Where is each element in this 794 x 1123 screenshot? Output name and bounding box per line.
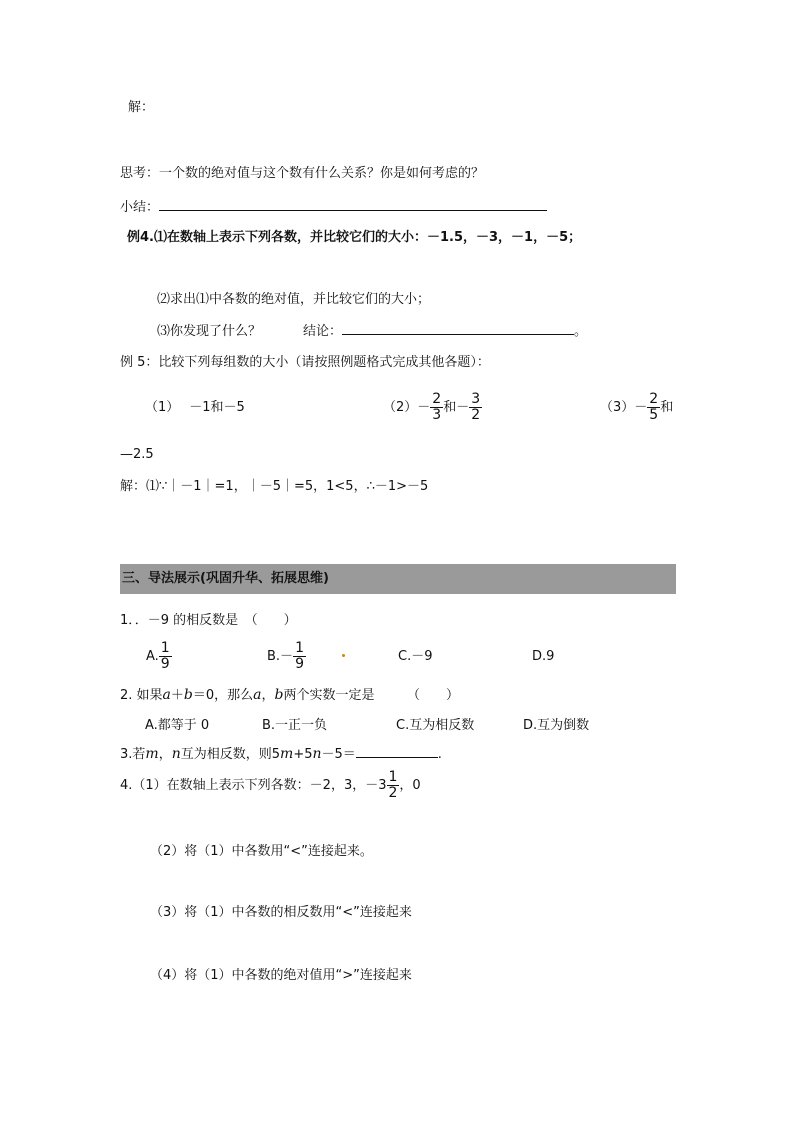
- conclusion-blank[interactable]: [342, 322, 574, 335]
- section-header: 三、导法展示(巩固升华、拓展思维): [120, 564, 676, 594]
- question1-option-a[interactable]: [146, 639, 172, 675]
- stray-dot: [342, 654, 345, 657]
- var-b-2: b: [274, 687, 284, 703]
- q2-comma: ，: [261, 688, 275, 703]
- problem2-and: 和－: [443, 400, 470, 415]
- example5-problem1: [145, 399, 245, 417]
- example5-solution: 解：⑴∵｜－1｜=1，｜－5｜=5，1<5，∴－1>－5: [120, 479, 429, 494]
- problem1-label: （1）: [145, 400, 180, 415]
- example4-part2: ⑵求出⑴中各数的绝对值，并比较它们的大小；: [157, 292, 431, 307]
- summary-blank[interactable]: [159, 198, 547, 211]
- question4-part1: [120, 768, 421, 804]
- fraction-2-3: $\frac{2}{3}$: [432, 391, 442, 423]
- question2-option-d[interactable]: D.互为倒数: [523, 718, 590, 733]
- question1-option-c[interactable]: C.－9: [398, 649, 433, 664]
- var-b: b: [183, 687, 193, 703]
- question1-stem: 1．．－9 的相反数是 （ ）: [120, 613, 297, 628]
- q2-eq: ＝0，那么: [192, 688, 254, 703]
- fraction-2-5: $\frac{2}{5}$: [649, 391, 659, 423]
- question4-part3: （3）将（1）中各数的相反数用“<”连接起来: [150, 905, 412, 920]
- q3-expr-part1: 5: [271, 747, 281, 762]
- conclusion-label: 结论：: [303, 324, 343, 339]
- fraction-1-9: $\frac{1}{9}$: [160, 640, 170, 672]
- example4-part3-question: ⑶你发现了什么？: [157, 324, 262, 339]
- problem1-text: －1和－5: [189, 400, 245, 415]
- fraction-1-2: $\frac{1}{2}$: [388, 769, 398, 801]
- q3-expr-part2: +5: [293, 747, 313, 762]
- var-a: a: [162, 687, 171, 703]
- question2-option-a[interactable]: A.都等于 0: [145, 718, 210, 733]
- example5-title: 例 5：比较下列每组数的大小（请按照例题格式完成其他各题）：: [120, 355, 490, 370]
- var-a-2: a: [253, 687, 262, 703]
- var-n-2: n: [312, 746, 322, 762]
- problem3-and: 和: [660, 400, 674, 415]
- fraction-neg-1-9: $\frac{1}{9}$: [295, 640, 304, 672]
- answer-label: 解：: [128, 100, 155, 115]
- plus-sign: ＋: [170, 688, 184, 703]
- q3-pre: 3.若: [120, 747, 146, 762]
- question2-option-b[interactable]: B.一正一负: [262, 718, 328, 733]
- problem2-label: （2）－: [383, 400, 431, 415]
- var-m: m: [145, 746, 159, 762]
- q4-part1-post: ，0: [399, 778, 421, 793]
- q3-end: .: [437, 747, 442, 762]
- option-b-label: B.－: [267, 649, 294, 664]
- fraction-3-2: $\frac{3}{2}$: [471, 391, 481, 423]
- q4-part1-text: 4.（1）在数轴上表示下列各数：－2，3，－3: [120, 778, 387, 793]
- problem3-label: （3）－: [600, 400, 648, 415]
- q3-comma: ，: [158, 747, 172, 762]
- q2-pre: 2. 如果: [120, 688, 163, 703]
- example5-problem3: [600, 390, 673, 426]
- question2-stem: [120, 686, 459, 705]
- question1-option-b[interactable]: [267, 639, 306, 675]
- example4-part3: [157, 322, 587, 341]
- option-a-label: A.: [146, 649, 159, 664]
- problem3-continuation: —2.5: [120, 447, 154, 462]
- question3-stem: [120, 745, 442, 764]
- think-question: 思考：一个数的绝对值与这个数有什么关系？你是如何考虑的？: [120, 166, 485, 181]
- question4-part4: （4）将（1）中各数的绝对值用“>”连接起来: [150, 968, 412, 983]
- conclusion-end-mark: 。: [574, 324, 588, 339]
- question1-option-d[interactable]: D.9: [532, 649, 555, 664]
- summary-label: 小结：: [120, 200, 160, 215]
- q3-expr-part3: －5＝: [321, 747, 356, 762]
- var-m-2: m: [280, 746, 294, 762]
- q2-post: 两个实数一定是 （ ）: [283, 688, 460, 703]
- summary-line: [120, 198, 547, 217]
- example4-part1: 例4.⑴在数轴上表示下列各数，并比较它们的大小：－1.5，－3，－1，－5；: [127, 230, 582, 245]
- q3-mid: 互为相反数，则: [180, 747, 272, 762]
- q3-answer-blank[interactable]: [356, 745, 438, 758]
- var-n: n: [171, 746, 181, 762]
- example5-problem2: [383, 390, 482, 426]
- question4-part2: （2）将（1）中各数用“<”连接起来。: [150, 844, 373, 859]
- question2-option-c[interactable]: C.互为相反数: [396, 718, 475, 733]
